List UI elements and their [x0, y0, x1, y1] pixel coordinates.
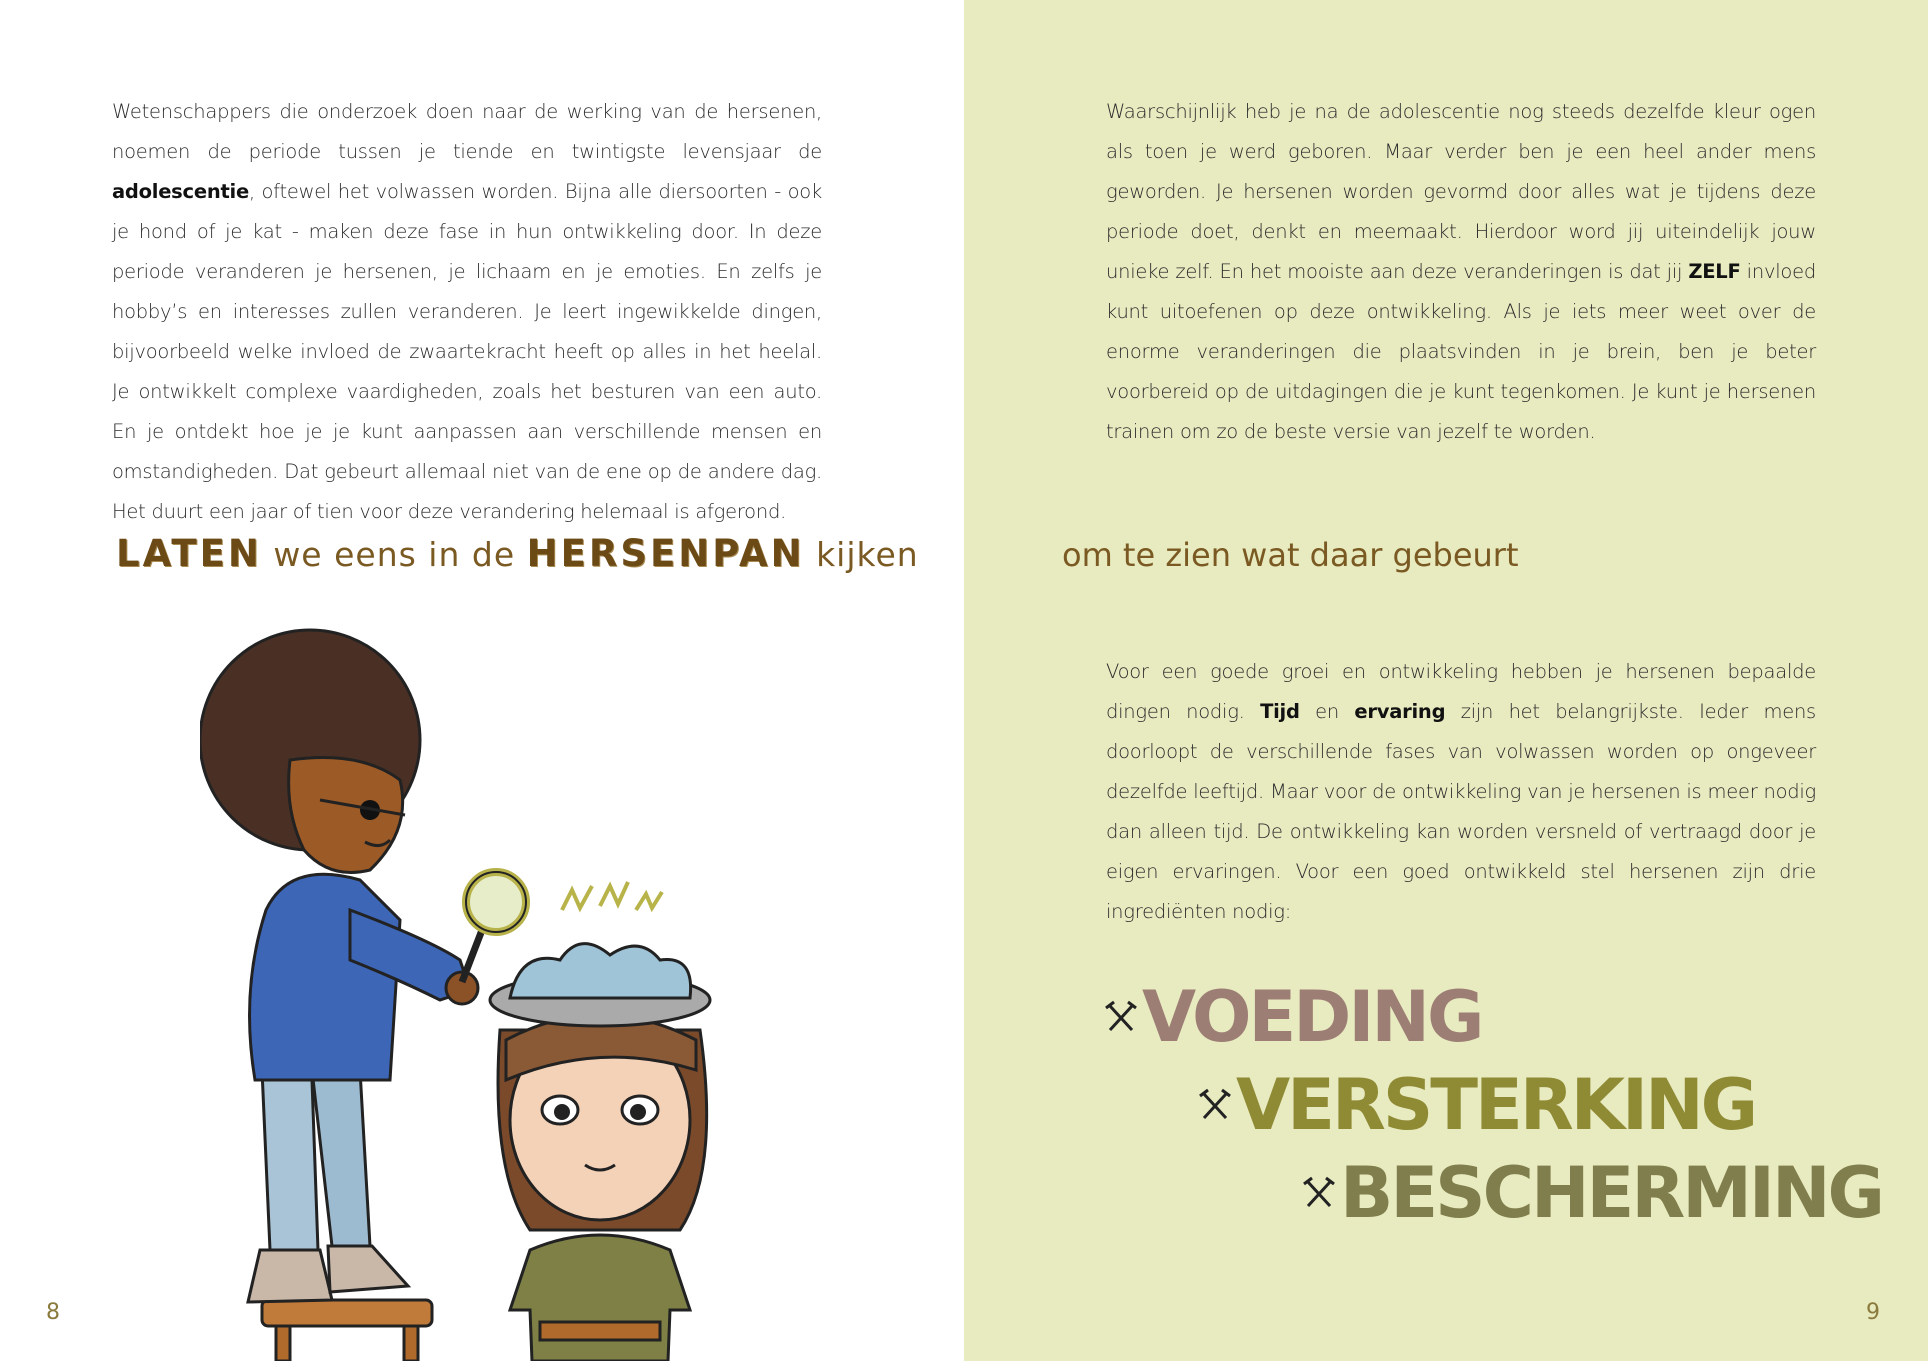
magnifying-glass [462, 872, 526, 982]
bold-term: adolescentie [112, 180, 249, 203]
paragraph-text: Waarschijnlijk heb je na de adolescentie nog steeds dezelfde kleur ogen als toen je werd geboren. Maar verder ben je een heel ander mens geworden. Je hersenen worden gevormd door alles wat je tijdens deze periode doet, denkt en meemaakt. Hierdoor word jij uiteindelijk jouw unieke zelf. En het mooiste aan deze veranderingen is dat jij [1106, 100, 1816, 283]
bold-term: ZELF [1688, 260, 1741, 283]
heading-stamp-word: LATEN [116, 532, 262, 575]
scientist-body [250, 874, 478, 1080]
scientist-head [200, 630, 420, 873]
page-number-right: 9 [1866, 1300, 1880, 1325]
ingredient-label: VERSTERKING [1236, 1064, 1756, 1146]
scientist-legs [248, 1070, 408, 1302]
paragraph-text: Wetenschappers die onderzoek doen naar de werking van de hersenen, noemen de periode tussen je tiende en twintigste levensjaar de [112, 100, 822, 163]
brain-inspection-illustration [200, 610, 760, 1361]
heading-stamp-word: HERSENPAN [526, 532, 805, 575]
ingredient-item [1104, 976, 1482, 1058]
crossed-hammers-icon [1104, 1000, 1138, 1034]
section-heading-right: om te zien wat daar gebeurt [1062, 536, 1519, 574]
heading-text: we eens in de [261, 535, 527, 574]
crossed-hammers-icon [1302, 1176, 1336, 1210]
ingredient-item [1302, 1152, 1883, 1234]
paragraph-text: Voor een goede groei en ontwikkeling hebben je hersenen bepaalde dingen nodig. [1106, 660, 1816, 723]
section-heading-left [116, 532, 919, 575]
paragraph-text: zijn het belangrijkste. Ieder mens doorloopt de verschillende fases van volwassen worden op ongeveer dezelfde leeftijd. Maar voor de ontwikkeling van je hersenen is meer nodig dan alleen tijd. De ontwikkeling kan worden versneld of vertraagd door je eigen ervaringen. Voor een goed ontwikkeld stel hersenen zijn drie ingrediënten nodig: [1106, 700, 1816, 923]
intro-paragraph [112, 92, 822, 532]
ingredient-label: BESCHERMING [1340, 1152, 1883, 1234]
right-paragraph-1 [1106, 92, 1816, 452]
paragraph-text: , oftewel het volwassen worden. Bijna alle diersoorten - ook je hond of je kat - maken deze fase in hun ontwikkeling door. In deze periode veranderen je hersenen, je lichaam en je emoties. En zelfs je hobby’s en interesses zullen veranderen. Je leert ingewikkelde dingen, bijvoorbeeld welke invloed de zwaartekracht heeft op alles in het heelal. Je ontwikkelt complexe vaardigheden, zoals het besturen van een auto. En je ontdekt hoe je je kunt aanpassen aan verschillende mensen en omstandigheden. Dat gebeurt allemaal niet van de ene op de andere dag. Het duurt een jaar of tien voor deze verandering helemaal is afgerond. [112, 180, 822, 523]
paragraph-text: en [1299, 700, 1355, 723]
crossed-hammers-icon [1198, 1088, 1232, 1122]
spark-icon [562, 882, 662, 910]
heading-text: kijken [804, 535, 919, 574]
ingredient-item [1198, 1064, 1756, 1146]
bold-term: ervaring [1354, 700, 1446, 723]
page-number-left: 8 [46, 1300, 60, 1325]
bold-term: Tijd [1260, 700, 1300, 723]
paragraph-text: invloed kunt uitoefenen op deze ontwikkeling. Als je iets meer weet over de enorme veranderingen die plaatsvinden in je brein, ben je beter voorbereid op de uitdagingen die je kunt tegenkomen. Je kunt je hersenen trainen om zo de beste versie van jezelf te worden. [1106, 260, 1816, 443]
stool [262, 1300, 432, 1361]
right-paragraph-2 [1106, 652, 1816, 932]
ingredient-label: VOEDING [1142, 976, 1482, 1058]
girl [490, 944, 710, 1361]
